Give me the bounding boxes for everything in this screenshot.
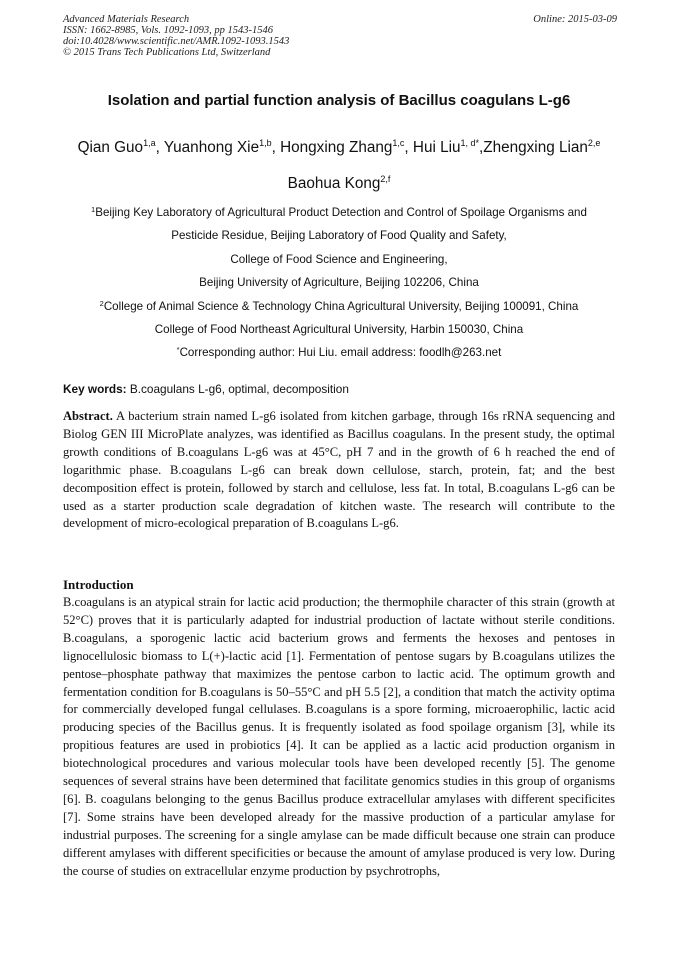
author-line-2 <box>0 166 678 202</box>
keywords-text: B.coagulans L-g6, optimal, decomposition <box>126 382 349 396</box>
journal-doi: doi:10.4028/www.scientific.net/AMR.1092-1093.1543 <box>63 36 290 47</box>
journal-name: Advanced Materials Research <box>63 14 190 25</box>
journal-copyright: © 2015 Trans Tech Publications Ltd, Switzerland <box>63 47 271 58</box>
affiliation-1-line-1 <box>60 201 618 224</box>
author-sup: 1,a <box>143 138 156 148</box>
affiliation-2-line-2: College of Food Northeast Agricultural University, Harbin 150030, China <box>154 323 524 337</box>
affiliation-text: Beijing Key Laboratory of Agricultural Product Detection and Control of Spoilage Organisms and <box>95 206 587 219</box>
author-sep: , <box>404 139 413 156</box>
affiliation-1-line-2: Pesticide Residue, Beijing Laboratory of Food Quality and Safety, <box>171 229 507 243</box>
corresponding-sup: * <box>176 345 180 355</box>
author-sep: , <box>271 139 281 156</box>
author-sep: , <box>155 139 164 156</box>
introduction-heading: Introduction <box>63 577 134 592</box>
author-sup: 1, d* <box>460 138 480 148</box>
author-sup: 1,b <box>259 138 272 148</box>
corresponding-text: Corresponding author: Hui Liu. email address: foodlh@263.net <box>179 346 502 360</box>
keywords-label: Key words: <box>63 382 127 396</box>
corresponding-author <box>60 341 618 364</box>
author-list <box>0 130 678 202</box>
introduction-text: B.coagulans is an atypical strain for lactic acid production; the thermophile character of this strain (growth at 52°C) proves that it is particularly adapted for industrial production of lactate without sterile conditions. B.coagulans, a sporogenic lactic acid bacterium grows and ferments the hexoses and pentoses in lignocellulosic biomass to L(+)-lactic acid [1]. Fermentation of pentose sugars by B.coagulans utilizes the pentose–phosphate pathway that maximizes the pentose carbon to lactic acid. The optimum growth and fermentation condition for B.coagulans is 50–55°C and pH 5.5 [2], a condition that match the activity optima for commercially developed fungal cellulases. B.coagulans is a spore forming, microaerophilic, lactic acid producing species of the Bacillus genus. It is frequently isolated as food spoilage organism [3], while its propitious features are used in probiotics [4]. It can be applied as a lactic acid production organism in biotechnological procedures and various molecular tools have been developed recently [5]. The genome sequences of several strains have been determined that facilitate genomics studies in this group of organisms [6]. B. coagulans belonging to the genus Bacillus produce extracellular amylases with different specificites [7]. Some strains have been developed already for the massive production of a particular amylase for industrial purposes. The screening for a single amylase can be made difficult because one strain can produce different amylases with different specificities or because the amount of amylase produced is very low. During the course of studies on extracellular enzyme production by psychrotrophs, <box>63 595 615 878</box>
author-sup: 1,c <box>392 138 405 148</box>
paper-title: Isolation and partial function analysis of Bacillus coagulans L-g6 <box>107 92 571 109</box>
journal-header <box>63 14 617 58</box>
abstract-label: Abstract. <box>63 409 113 423</box>
author-name: Hongxing Zhang <box>280 139 393 156</box>
affiliation-text: College of Animal Science & Technology China Agricultural University, Beijing 100091, China <box>103 299 579 313</box>
abstract-text: A bacterium strain named L-g6 isolated from kitchen garbage, through 16s rRNA sequencing and Biolog GEN III MicroPlate analyzes, was identified as Bacillus coagulans. In the present study, the optimal growth conditions of B.coagulans L-g6 was at 45°C, pH 7 and in the growth of 6 h reached the end of logarithmic phase. B.coagulans L-g6 can break down cellulose, starch, protein, fat; and the best decomposition effect is protein, followed by starch and cellulose, less fat. In total, B.coagulans L-g6 can be used as a starter production scale degradation of kitchen waste. The research will contribute to the development of micro-ecological preparation of B.coagulans L-g6. <box>63 409 615 531</box>
affiliation-1-line-4: Beijing University of Agriculture, Beijing 102206, China <box>199 276 479 290</box>
online-date: Online: 2015-03-09 <box>533 14 617 25</box>
author-sup: 2,f <box>380 174 391 184</box>
affiliation-2-line-1 <box>60 295 618 318</box>
author-sup: 2,e <box>587 138 601 148</box>
author-name: Qian Guo <box>77 139 144 156</box>
affiliation-sup: 2 <box>99 298 104 308</box>
author-name: Yuanhong Xie <box>163 139 260 156</box>
author-sep: , <box>479 139 484 156</box>
affiliation-1-line-3: College of Food Science and Engineering, <box>230 252 448 266</box>
author-name: Baohua Kong <box>287 175 381 192</box>
keywords <box>63 382 617 396</box>
abstract <box>63 408 615 533</box>
author-name: Hui Liu <box>412 139 461 156</box>
author-line-1 <box>0 130 678 166</box>
affiliations <box>60 201 618 365</box>
affiliation-sup: 1 <box>91 205 96 214</box>
author-name: Zhengxing Lian <box>483 139 588 156</box>
journal-issn: ISSN: 1662-8985, Vols. 1092-1093, pp 1543-1546 <box>63 25 273 36</box>
